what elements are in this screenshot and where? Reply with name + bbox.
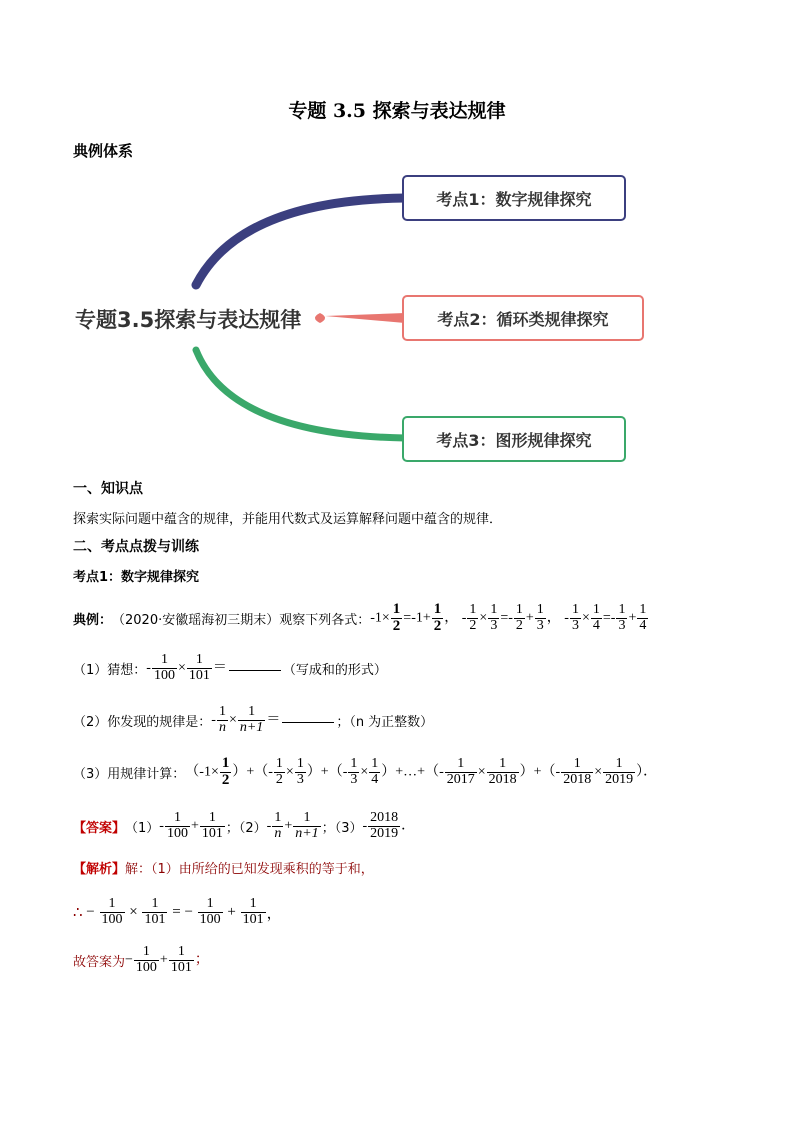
example-source: （2020·安徽瑶海初三期末）观察下列各式： [112, 612, 371, 628]
answer-label: 【答案】 [73, 820, 126, 836]
question-2 [73, 698, 433, 742]
analysis-text: 解：（1）由所给的已知发现乘积的等于和， [125, 862, 374, 877]
connector-1 [196, 198, 405, 285]
mindmap-node-3 [402, 416, 626, 462]
question-1 [73, 646, 387, 690]
analysis-label: 【解析】 [73, 862, 126, 877]
answer-part-1-label: （1） [125, 820, 160, 836]
knowledge-heading: 一、知识点 [73, 481, 143, 497]
page-title: 专题 3.5 探索与表达规律 [288, 100, 506, 122]
answer-part-3: - $\frac{2018}{2019}$ ． [362, 809, 416, 841]
mindmap-node-3-label: 考点3：图形规律探究 [436, 430, 592, 450]
question-3 [73, 750, 657, 794]
answer-part-3-label: ；（3） [321, 820, 363, 836]
answer-part-2-label: ；（2） [225, 820, 267, 836]
q1-prefix: （1）猜想： [73, 662, 147, 678]
training-heading: 二、考点点拨与训练 [73, 539, 199, 555]
q1-suffix: （写成和的形式） [282, 662, 387, 678]
mindmap-node-2 [402, 295, 644, 341]
answer-line [73, 804, 415, 848]
q3-prefix: （3）用规律计算： [73, 766, 186, 782]
q2-suffix: ；（n 为正整数） [336, 714, 434, 730]
answer-part-1: - $\frac{1}{100}$ + $\frac{1}{101}$ [159, 809, 223, 841]
q3-expr: （-1× $\frac{1}{2}$ ）+（- $\frac{1}{2}$ × $\frac{1}{3}$ ）+（- $\frac{1}{3}$ × $\frac{1}{4}$ ）+…+（- $\frac{1}{2017}$ × $\frac{1}{2018}$ ）+（- $\frac{1}{2018}$ × $\frac{1}{2019}$ ）． [185, 754, 658, 788]
answer-blank-1[interactable] [229, 656, 281, 671]
conclusion-prefix: 故答案为 [73, 954, 126, 970]
example-label: 典例： [73, 612, 113, 628]
section-heading-examples: 典例体系 [73, 142, 134, 160]
knowledge-text: 探索实际问题中蕴含的规律，并能用代数式及运算解释问题中蕴含的规律． [73, 512, 503, 527]
answer-blank-2[interactable] [282, 708, 334, 723]
q2-expr: - $\frac{1}{n}$ × $\frac{1}{n+1}$ ＝ [211, 705, 336, 735]
connector-2 [325, 313, 405, 323]
mindmap-node-1-label: 考点1：数字规律探究 [436, 189, 592, 209]
q2-prefix: （2）你发现的规律是： [73, 714, 212, 730]
mindmap-node-2-label: 考点2：循环类规律探究 [437, 309, 609, 329]
mindmap-center-label: 专题3.5探索与表达规律 [75, 308, 302, 332]
analysis-line [73, 858, 374, 877]
analysis-conclusion [73, 938, 209, 982]
analysis-equation: ∴ − $\frac{1}{100}$ × $\frac{1}{101}$ = − $\frac{1}{100}$ + $\frac{1}{101}$ ， [73, 895, 282, 927]
answer-part-2: - $\frac{1}{n}$ + $\frac{1}{n+1}$ [266, 809, 319, 841]
connector-3 [196, 350, 405, 438]
q1-expr: - $\frac{1}{100}$ × $\frac{1}{101}$ ＝ [146, 653, 283, 683]
example-line [73, 596, 649, 640]
conclusion-expr: − $\frac{1}{100}$ + $\frac{1}{101}$ ； [125, 943, 209, 975]
point1-heading: 考点1：数字规律探究 [73, 570, 200, 585]
expr-a: -1× $\frac{1}{2}$ =-1+ $\frac{1}{2}$ ， - $\frac{1}{2}$ × $\frac{1}{3}$ =- $\frac{1}{2}$ + $\frac{1}{3}$ ， - $\frac{1}{3}$ × $\frac{1}{4}$ =- $\frac{1}{3}$ + $\frac{1}{4}$ [370, 600, 647, 634]
mindmap-node-1 [402, 175, 626, 221]
connector-2-base [315, 313, 325, 323]
